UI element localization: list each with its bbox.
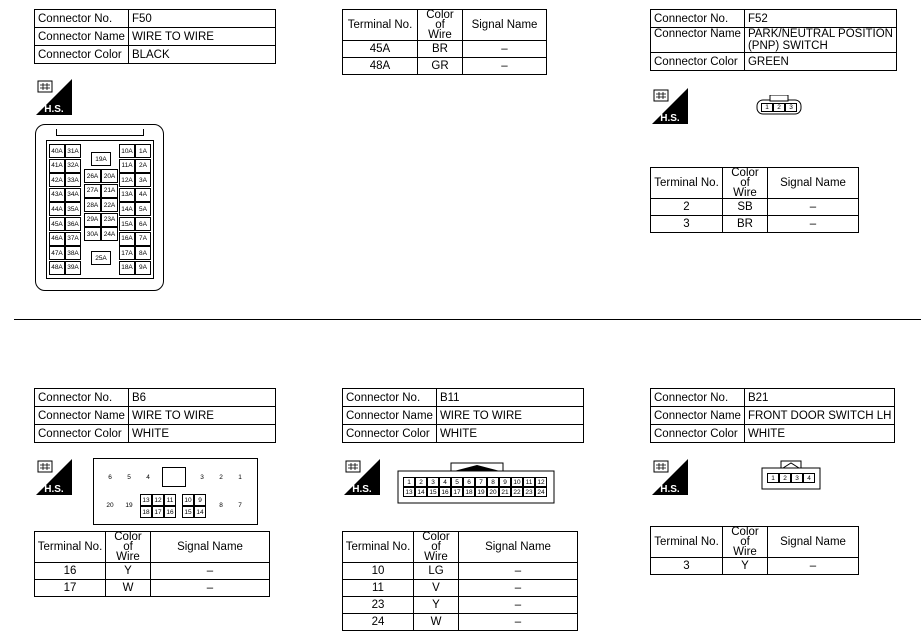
header-terminal-no: Terminal No. [651,168,723,199]
connector-info-b21 [650,388,895,443]
pin: 11A [119,159,135,173]
section-divider [14,319,921,320]
pin: 16 [439,487,451,497]
pin: 18 [463,487,475,497]
pin: 1 [403,477,415,487]
table-row: 48A GR – [343,58,547,75]
label-connector-name: Connector Name [343,407,437,425]
pin: 8 [487,477,499,487]
pin: 43A [49,188,65,202]
pin: 1A [135,144,151,158]
connector-info-b11 [342,388,584,443]
pin: 3 [427,477,439,487]
pin: 44A [49,202,65,216]
header-terminal-no: Terminal No. [343,532,414,563]
pin: 14A [119,202,135,216]
header-signal-name: Signal Name [768,168,859,199]
pin: 17A [119,246,135,260]
hs-label: H.S. [44,104,64,115]
pin: 31A [65,144,81,158]
svg-text:H.S.: H.S. [660,113,680,124]
pin: 7A [135,232,151,246]
header-color-of-wire: Color of Wire [106,532,151,563]
connector-name-value: WIRE TO WIRE [128,28,275,46]
pin: 28A [84,198,101,212]
pin: 1 [761,103,773,112]
pin: 6 [463,477,475,487]
pin: 30A [84,227,101,241]
pin: 5A [135,202,151,216]
svg-text:H.S.: H.S. [660,484,680,495]
terminal-table-b21 [650,526,859,575]
pin: 4A [135,188,151,202]
harness-side-icon [652,88,688,124]
pin: 26A [84,169,101,183]
harness-side-icon [344,459,380,495]
connector-info-b6 [34,388,276,443]
connector-color-value: BLACK [128,46,275,64]
connector-f50-face [35,124,164,291]
pin: 42A [49,173,65,187]
connector-b6-face: 6 5 4 3 2 1 20 19 13 12 11 10 9 18 17 16 15 14 8 7 [93,458,258,525]
pin: 10 [511,477,523,487]
table-row: 16 Y – [35,563,270,580]
svg-text:H.S.: H.S. [352,484,372,495]
label-connector-color: Connector Color [343,425,437,443]
pin: 2 [773,103,785,112]
pin: 3 [785,103,797,112]
pin: 11 [523,477,535,487]
pin: 21A [101,184,118,198]
pin: 23A [101,213,118,227]
header-signal-name: Signal Name [151,532,270,563]
pin-frame [46,140,154,279]
table-row: 45A BR – [343,41,547,58]
pin: 19 [475,487,487,497]
pin: 3A [135,173,151,187]
connector-name-value: WIRE TO WIRE [128,407,275,425]
label-connector-name: Connector Name [35,28,129,46]
pin: 8A [135,246,151,260]
pin: 23 [523,487,535,497]
table-row: 23 Y – [343,597,578,614]
pin: 9 [499,477,511,487]
header-signal-name: Signal Name [463,10,547,41]
connector-info-f52 [650,9,897,71]
connector-color-value: WHITE [436,425,583,443]
connector-no-value: B21 [744,389,895,407]
pin: 39A [65,261,81,275]
label-connector-name: Connector Name [651,28,745,53]
header-terminal-no: Terminal No. [35,532,106,563]
pin: 13 [403,487,415,497]
pin: 48A [49,261,65,275]
pin: 4 [439,477,451,487]
pin: 5 [451,477,463,487]
pin: 37A [65,232,81,246]
pin: 24 [535,487,547,497]
pin: 15 [427,487,439,497]
pin: 16A [119,232,135,246]
pin: 18A [119,261,135,275]
connector-f52-face [756,95,802,115]
connector-name-value: FRONT DOOR SWITCH LH [744,407,895,425]
label-connector-no: Connector No. [35,389,129,407]
svg-text:H.S.: H.S. [44,484,64,495]
pin: 9A [135,261,151,275]
header-terminal-no: Terminal No. [651,527,723,558]
label-connector-no: Connector No. [343,389,437,407]
pin: 45A [49,217,65,231]
table-row: 2 SB – [651,199,859,216]
pin: 2A [135,159,151,173]
connector-name-value: WIRE TO WIRE [436,407,583,425]
connector-color-value: WHITE [744,425,895,443]
terminal-table-b11 [342,531,578,631]
pin: 10A [119,144,135,158]
pin: 38A [65,246,81,260]
terminal-table-f52 [650,167,859,233]
label-connector-color: Connector Color [35,425,129,443]
harness-side-icon [36,79,72,115]
pin: 22A [101,198,118,212]
label-connector-color: Connector Color [35,46,129,64]
pin: 20 [487,487,499,497]
pin: 27A [84,184,101,198]
table-row: 3 BR – [651,216,859,233]
label-connector-color: Connector Color [651,53,745,71]
label-connector-no: Connector No. [651,10,745,28]
pin: 13A [119,188,135,202]
table-row: 24 W – [343,614,578,631]
table-row: 3 Y – [651,558,859,575]
table-row: 11 V – [343,580,578,597]
key-slot [162,467,186,487]
label-connector-no: Connector No. [35,10,129,28]
pin: 29A [84,213,101,227]
pin: 33A [65,173,81,187]
table-row: 17 W – [35,580,270,597]
pin: 2 [415,477,427,487]
pin: 34A [65,188,81,202]
header-color-of-wire: Color of Wire [418,10,463,41]
connector-info-f50 [34,9,276,64]
pin: 6A [135,217,151,231]
connector-no-value: B11 [436,389,583,407]
header-terminal-no: Terminal No. [343,10,418,41]
label-connector-color: Connector Color [651,425,745,443]
pin: 7 [475,477,487,487]
table-row: 10 LG – [343,563,578,580]
label-connector-name: Connector Name [35,407,129,425]
terminal-table-f50 [342,9,547,75]
pin: 36A [65,217,81,231]
pin: 12A [119,173,135,187]
terminal-table-b6 [34,531,270,597]
connector-color-value: GREEN [744,53,896,71]
pin: 14 [415,487,427,497]
harness-side-icon [652,459,688,495]
pin: 41A [49,159,65,173]
connector-no-value: B6 [128,389,275,407]
pin: 17 [451,487,463,497]
harness-side-icon [36,459,72,495]
connector-no-value: F50 [128,10,275,28]
header-signal-name: Signal Name [768,527,859,558]
pin: 25A [91,251,111,265]
pin: 20A [101,169,118,183]
pin: 32A [65,159,81,173]
pin: 19A [91,152,111,166]
header-signal-name: Signal Name [459,532,578,563]
connector-b21-face: 1 2 3 4 [761,460,821,490]
pin: 47A [49,246,65,260]
header-color-of-wire: Color of Wire [414,532,459,563]
pin: 15A [119,217,135,231]
header-color-of-wire: Color of Wire [723,527,768,558]
label-connector-no: Connector No. [651,389,745,407]
label-connector-name: Connector Name [651,407,745,425]
pin: 24A [101,227,118,241]
lock-tab [56,129,144,136]
header-color-of-wire: Color of Wire [723,168,768,199]
connector-name-value: PARK/NEUTRAL POSITION (PNP) SWITCH [744,28,896,53]
pin: 12 [535,477,547,487]
connector-color-value: WHITE [128,425,275,443]
connector-no-value: F52 [744,10,896,28]
pin: 46A [49,232,65,246]
pin: 21 [499,487,511,497]
pin: 40A [49,144,65,158]
pin: 35A [65,202,81,216]
connector-b11-face [397,462,555,504]
pin: 22 [511,487,523,497]
